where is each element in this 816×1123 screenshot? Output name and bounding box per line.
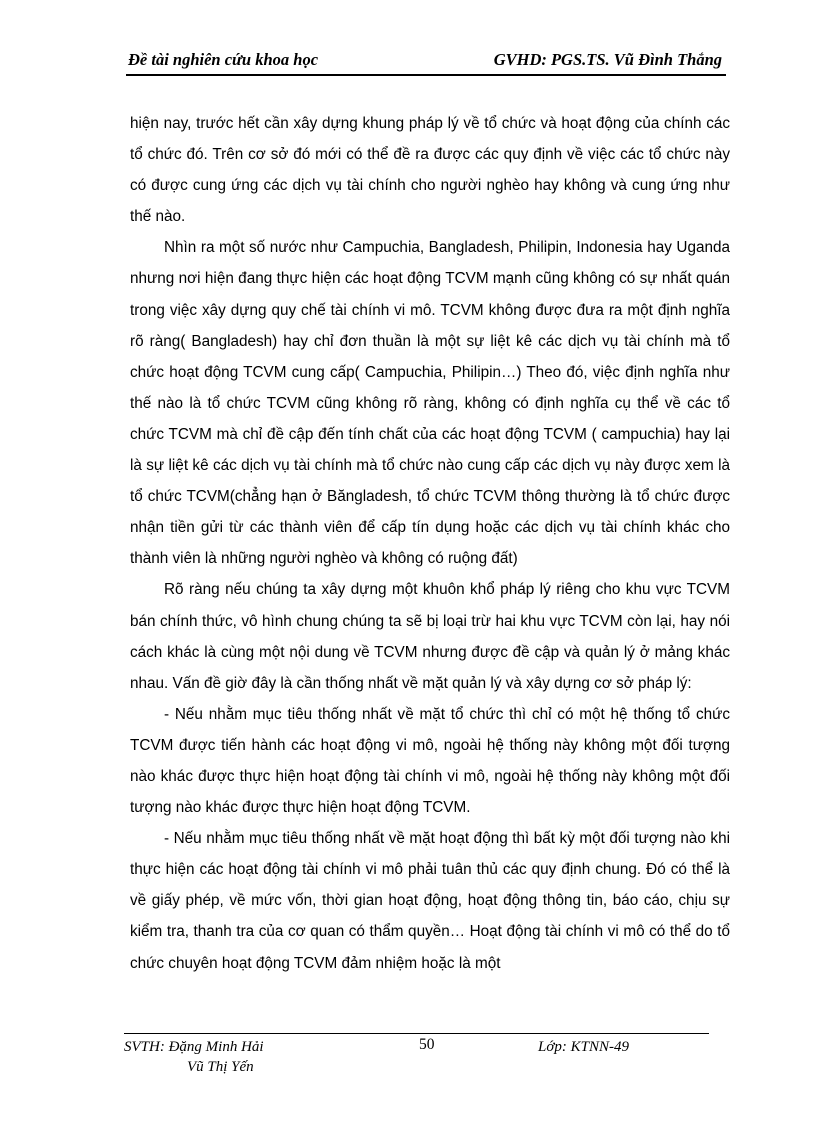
header-topic: Đề tài nghiên cứu khoa học [128,50,319,69]
bullet-paragraph: - Nếu nhằm mục tiêu thống nhất về mặt hoạt động thì bất kỳ một đối tượng nào khi thực hiện các hoạt động tài chính vi mô phải tuân thủ các quy định chung. Đó có thể là về giấy phép, về mức vốn, thời gian hoạt động, hoạt động thông tin, báo cáo, chịu sự kiểm tra, thanh tra của cơ quan có thẩm quyền… Hoạt động tài chính vi mô có thể do tổ chức chuyên hoạt động TCVM đảm nhiệm hoặc là một [130,830,730,972]
paragraph: Nhìn ra một số nước như Campuchia, Bangladesh, Philipin, Indonesia hay Uganda nhưng nơi hiện đang thực hiện các hoạt động TCVM mạnh cũng không có sự nhất quán trong việc xây dựng quy chế tài chính vi mô. TCVM không được đưa ra một định nghĩa rõ ràng( Bangladesh) hay chỉ đơn thuần là một sự liệt kê các dịch vụ tài chính mà tổ chức hoạt động TCVM cung cấp( Campuchia, Philipin…) Theo đó, việc định nghĩa như thế nào là tổ chức TCVM cũng không rõ ràng, không có định nghĩa cụ thể về các tổ chức TCVM mà chỉ đề cập đến tính chất của các hoạt động TCVM ( campuchia) hay lại là sự liệt kê các dịch vụ tài chính mà tổ chức nào cung cấp các dịch vụ này được xem là tổ chức TCVM(chẳng hạn ở Băngladesh, tổ chức TCVM thông thường là tổ chức được nhận tiền gửi từ các thành viên để cấp tín dụng hoặc các dịch vụ tài chính khác cho thành viên là những người nghèo và không có ruộng đất) [130,239,730,568]
footer-student-1: SVTH: Đặng Minh Hải [124,1039,264,1055]
footer-student-2: Vũ Thị Yến [187,1059,254,1075]
document-body [130,108,730,979]
header-advisor: GVHD: PGS.TS. Vũ Đình Thắng [493,50,722,69]
page-header [126,44,726,76]
paragraph: Rõ ràng nếu chúng ta xây dựng một khuôn khổ pháp lý riêng cho khu vực TCVM bán chính thức, vô hình chung chúng ta sẽ bị loại trừ hai khu vực TCVM còn lại, hay nói cách khác là cùng một nội dung về TCVM nhưng được đề cập và quản lý ở mảng khác nhau. Vấn đề giờ đây là cần thống nhất về mặt quản lý và xây dựng cơ sở pháp lý: [130,581,730,692]
footer-divider [124,1033,709,1034]
page-number: 50 [419,1036,435,1053]
paragraph-continuation: hiện nay, trước hết cần xây dựng khung pháp lý về tổ chức và hoạt động của chính các tổ chức đó. Trên cơ sở đó mới có thể đề ra được các quy định về việc các tổ chức này có được cung ứng các dịch vụ tài chính cho người nghèo hay không và cung ứng như thế nào. [130,115,730,226]
footer-class: Lớp: KTNN-49 [538,1039,629,1055]
bullet-paragraph: - Nếu nhằm mục tiêu thống nhất về mặt tổ chức thì chỉ có một hệ thống tổ chức TCVM được tiến hành các hoạt động vi mô, ngoài hệ thống này không một đối tượng nào khác được thực hiện hoạt động tài chính vi mô, ngoài hệ thống này không một đối tượng nào khác được thực hiện hoạt động TCVM. [130,705,730,817]
